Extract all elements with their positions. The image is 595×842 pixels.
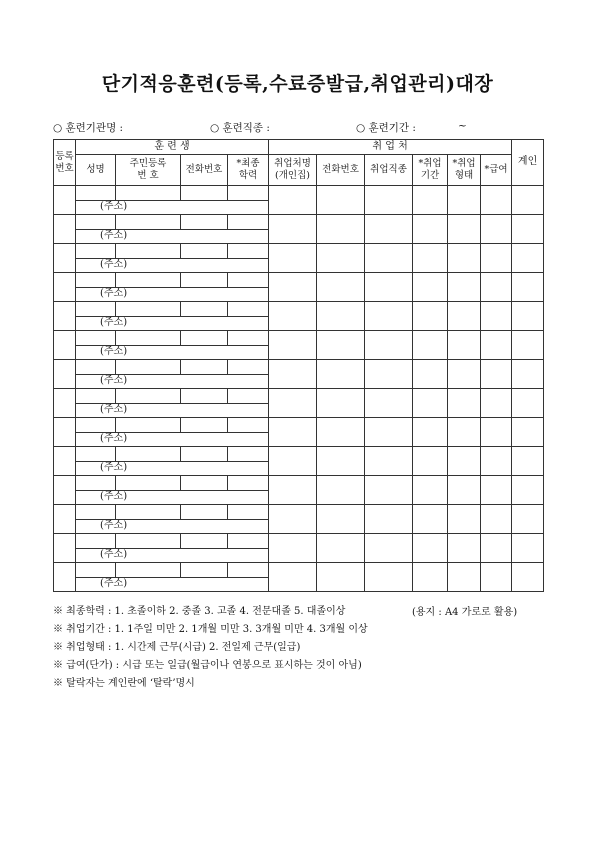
employment-cell[interactable] xyxy=(413,331,448,360)
table-row xyxy=(54,447,544,462)
trainee-cell[interactable] xyxy=(116,360,181,375)
employment-cell[interactable] xyxy=(448,186,481,215)
trainee-cell[interactable] xyxy=(76,273,116,288)
trainee-cell[interactable] xyxy=(228,534,269,549)
trainee-cell[interactable] xyxy=(76,389,116,404)
employment-cell[interactable] xyxy=(413,244,448,273)
employment-cell[interactable] xyxy=(269,302,317,331)
page-title: 단기적응훈련(등록,수료증발급,취업관리)대장 xyxy=(101,73,494,95)
employment-cell[interactable] xyxy=(365,273,413,302)
employment-cell[interactable] xyxy=(365,389,413,418)
employment-cell[interactable] xyxy=(448,244,481,273)
employment-cell[interactable] xyxy=(413,186,448,215)
address-cell[interactable]: (주소) xyxy=(76,549,269,563)
employment-cell[interactable] xyxy=(317,389,365,418)
address-cell[interactable]: (주소) xyxy=(76,433,269,447)
remarks-header: 계인 xyxy=(512,140,544,186)
employment-column-header: *취업 형태 xyxy=(448,155,481,186)
employment-cell[interactable] xyxy=(413,389,448,418)
employment-cell[interactable] xyxy=(448,505,481,534)
trainee-cell[interactable] xyxy=(228,418,269,433)
training-institution-label: ○ 훈련기관명 : xyxy=(53,122,124,134)
employment-cell[interactable] xyxy=(317,418,365,447)
trainee-cell[interactable] xyxy=(181,331,228,346)
employment-cell[interactable] xyxy=(269,505,317,534)
remarks-cell[interactable] xyxy=(512,563,544,592)
trainee-cell[interactable] xyxy=(181,505,228,520)
trainee-cell[interactable] xyxy=(116,186,181,201)
employment-cell[interactable] xyxy=(413,447,448,476)
trainee-column-header: 전화번호 xyxy=(181,155,228,186)
employment-cell[interactable] xyxy=(269,273,317,302)
trainee-cell[interactable] xyxy=(116,476,181,491)
employment-column-header: 취업처명 (개인집) xyxy=(269,155,317,186)
address-cell[interactable]: (주소) xyxy=(76,404,269,418)
employment-cell[interactable] xyxy=(481,302,512,331)
trainee-cell[interactable] xyxy=(76,331,116,346)
remarks-cell[interactable] xyxy=(512,389,544,418)
address-cell[interactable]: (주소) xyxy=(76,520,269,534)
employment-cell[interactable] xyxy=(317,360,365,389)
address-cell[interactable]: (주소) xyxy=(76,462,269,476)
employment-cell[interactable] xyxy=(365,186,413,215)
trainee-cell[interactable] xyxy=(228,244,269,259)
employment-cell[interactable] xyxy=(413,302,448,331)
address-cell[interactable]: (주소) xyxy=(76,346,269,360)
table-row xyxy=(54,505,544,520)
registration-number-cell[interactable] xyxy=(54,331,76,360)
trainee-cell[interactable] xyxy=(181,244,228,259)
note-line: ※ 탈락자는 계인란에 ‘탈락’명시 xyxy=(53,678,195,689)
employment-cell[interactable] xyxy=(481,360,512,389)
employment-cell[interactable] xyxy=(269,215,317,244)
trainee-cell[interactable] xyxy=(116,534,181,549)
address-cell[interactable]: (주소) xyxy=(76,230,269,244)
paper-usage-note: (용지 : A4 가로로 활용) xyxy=(412,607,518,618)
registration-number-cell[interactable] xyxy=(54,273,76,302)
address-cell[interactable]: (주소) xyxy=(76,259,269,273)
employment-cell[interactable] xyxy=(413,476,448,505)
employment-cell[interactable] xyxy=(481,505,512,534)
employment-cell[interactable] xyxy=(365,360,413,389)
trainee-cell[interactable] xyxy=(116,331,181,346)
trainee-cell[interactable] xyxy=(181,476,228,491)
trainee-cell[interactable] xyxy=(181,447,228,462)
employment-column-header: 취업직종 xyxy=(365,155,413,186)
note-line: ※ 최종학력 : 1. 초졸이하 2. 중졸 3. 고졸 4. 전문대졸 5. 대졸이상 xyxy=(53,606,346,617)
employment-group-header: 취 업 처 xyxy=(269,140,512,155)
employment-cell[interactable] xyxy=(448,331,481,360)
address-cell[interactable]: (주소) xyxy=(76,317,269,331)
trainee-cell[interactable] xyxy=(116,447,181,462)
employment-cell[interactable] xyxy=(413,215,448,244)
table-row xyxy=(54,563,544,578)
trainee-cell[interactable] xyxy=(181,215,228,230)
trainee-cell[interactable] xyxy=(116,389,181,404)
trainee-cell[interactable] xyxy=(228,186,269,201)
employment-cell[interactable] xyxy=(448,476,481,505)
trainee-cell[interactable] xyxy=(76,534,116,549)
registry-table xyxy=(53,139,544,592)
remarks-cell[interactable] xyxy=(512,273,544,302)
employment-cell[interactable] xyxy=(365,534,413,563)
employment-cell[interactable] xyxy=(269,534,317,563)
registration-number-cell[interactable] xyxy=(54,447,76,476)
remarks-cell[interactable] xyxy=(512,331,544,360)
trainee-cell[interactable] xyxy=(181,273,228,288)
remarks-cell[interactable] xyxy=(512,244,544,273)
employment-cell[interactable] xyxy=(365,331,413,360)
registration-number-cell[interactable] xyxy=(54,476,76,505)
employment-cell[interactable] xyxy=(317,476,365,505)
employment-cell[interactable] xyxy=(269,244,317,273)
employment-cell[interactable] xyxy=(269,389,317,418)
trainee-cell[interactable] xyxy=(228,505,269,520)
remarks-cell[interactable] xyxy=(512,534,544,563)
employment-cell[interactable] xyxy=(448,215,481,244)
employment-cell[interactable] xyxy=(448,360,481,389)
employment-cell[interactable] xyxy=(365,563,413,592)
employment-cell[interactable] xyxy=(317,447,365,476)
employment-cell[interactable] xyxy=(413,418,448,447)
trainee-cell[interactable] xyxy=(181,563,228,578)
trainee-column-header: 주민등록 번 호 xyxy=(116,155,181,186)
address-cell[interactable]: (주소) xyxy=(76,201,269,215)
trainee-cell[interactable] xyxy=(181,302,228,317)
employment-cell[interactable] xyxy=(317,302,365,331)
table-row xyxy=(54,215,544,230)
employment-cell[interactable] xyxy=(481,418,512,447)
trainee-cell[interactable] xyxy=(228,476,269,491)
employment-cell[interactable] xyxy=(448,534,481,563)
trainee-cell[interactable] xyxy=(116,273,181,288)
trainee-cell[interactable] xyxy=(181,389,228,404)
trainee-cell[interactable] xyxy=(116,302,181,317)
registration-number-cell[interactable] xyxy=(54,534,76,563)
employment-cell[interactable] xyxy=(481,186,512,215)
registration-number-cell[interactable] xyxy=(54,302,76,331)
remarks-cell[interactable] xyxy=(512,215,544,244)
employment-cell[interactable] xyxy=(317,215,365,244)
table-row xyxy=(54,331,544,346)
trainee-column-header: 성명 xyxy=(76,155,116,186)
employment-cell[interactable] xyxy=(481,563,512,592)
employment-cell[interactable] xyxy=(269,186,317,215)
remarks-cell[interactable] xyxy=(512,476,544,505)
employment-cell[interactable] xyxy=(365,447,413,476)
trainee-cell[interactable] xyxy=(181,186,228,201)
registration-number-cell[interactable] xyxy=(54,215,76,244)
trainee-cell[interactable] xyxy=(76,186,116,201)
registration-number-cell[interactable] xyxy=(54,418,76,447)
remarks-cell[interactable] xyxy=(512,447,544,476)
employment-cell[interactable] xyxy=(365,215,413,244)
employment-cell[interactable] xyxy=(481,476,512,505)
employment-cell[interactable] xyxy=(448,389,481,418)
employment-cell[interactable] xyxy=(269,418,317,447)
note-line: ※ 취업기간 : 1. 1주일 미만 2. 1개월 미만 3. 3개월 미만 4. 3개월 이상 xyxy=(53,624,368,635)
remarks-cell[interactable] xyxy=(512,360,544,389)
training-period-label: ○ 훈련기간 : xyxy=(356,122,416,134)
employment-cell[interactable] xyxy=(481,273,512,302)
employment-cell[interactable] xyxy=(413,360,448,389)
training-period-separator: ~ xyxy=(458,120,467,132)
address-cell[interactable]: (주소) xyxy=(76,491,269,505)
remarks-cell[interactable] xyxy=(512,302,544,331)
registration-number-header: 등록 번호 xyxy=(54,140,76,186)
training-occupation-label: ○ 훈련직종 : xyxy=(210,122,270,134)
employment-cell[interactable] xyxy=(413,273,448,302)
trainee-cell[interactable] xyxy=(76,302,116,317)
remarks-cell[interactable] xyxy=(512,418,544,447)
employment-cell[interactable] xyxy=(269,360,317,389)
employment-cell[interactable] xyxy=(365,418,413,447)
registration-number-cell[interactable] xyxy=(54,505,76,534)
employment-cell[interactable] xyxy=(448,418,481,447)
registration-number-cell[interactable] xyxy=(54,186,76,215)
employment-cell[interactable] xyxy=(365,505,413,534)
address-cell[interactable]: (주소) xyxy=(76,375,269,389)
employment-column-header: *급여 xyxy=(481,155,512,186)
employment-cell[interactable] xyxy=(413,534,448,563)
employment-cell[interactable] xyxy=(317,186,365,215)
employment-cell[interactable] xyxy=(481,447,512,476)
registration-number-cell[interactable] xyxy=(54,244,76,273)
note-line: ※ 취업형태 : 1. 시간제 근무(시급) 2. 전일제 근무(일급) xyxy=(53,642,301,653)
employment-cell[interactable] xyxy=(448,302,481,331)
employment-cell[interactable] xyxy=(448,273,481,302)
address-cell[interactable]: (주소) xyxy=(76,578,269,592)
employment-cell[interactable] xyxy=(481,331,512,360)
trainee-cell[interactable] xyxy=(181,360,228,375)
trainee-cell[interactable] xyxy=(76,476,116,491)
table-row xyxy=(54,186,544,201)
employment-cell[interactable] xyxy=(317,563,365,592)
employment-cell[interactable] xyxy=(481,534,512,563)
table-row xyxy=(54,418,544,433)
employment-cell[interactable] xyxy=(317,244,365,273)
employment-cell[interactable] xyxy=(481,244,512,273)
employment-cell[interactable] xyxy=(413,505,448,534)
trainee-cell[interactable] xyxy=(116,418,181,433)
trainee-group-header: 훈 련 생 xyxy=(76,140,269,155)
table-row xyxy=(54,534,544,549)
trainee-cell[interactable] xyxy=(76,563,116,578)
employment-cell[interactable] xyxy=(269,476,317,505)
trainee-cell[interactable] xyxy=(116,244,181,259)
trainee-cell[interactable] xyxy=(116,563,181,578)
employment-cell[interactable] xyxy=(481,389,512,418)
trainee-cell[interactable] xyxy=(76,447,116,462)
trainee-cell[interactable] xyxy=(76,418,116,433)
note-line: ※ 급여(단가) : 시급 또는 일급(월급이나 연봉으로 표시하는 것이 아님) xyxy=(53,660,362,671)
trainee-cell[interactable] xyxy=(181,418,228,433)
employment-cell[interactable] xyxy=(365,302,413,331)
trainee-cell[interactable] xyxy=(228,389,269,404)
trainee-cell[interactable] xyxy=(76,244,116,259)
trainee-cell[interactable] xyxy=(228,215,269,230)
remarks-cell[interactable] xyxy=(512,186,544,215)
trainee-cell[interactable] xyxy=(228,447,269,462)
trainee-cell[interactable] xyxy=(228,563,269,578)
table-row xyxy=(54,302,544,317)
trainee-cell[interactable] xyxy=(116,215,181,230)
employment-cell[interactable] xyxy=(413,563,448,592)
registration-number-cell[interactable] xyxy=(54,389,76,418)
address-cell[interactable]: (주소) xyxy=(76,288,269,302)
notes-section xyxy=(53,603,368,693)
employment-column-header: *취업 기간 xyxy=(413,155,448,186)
trainee-cell[interactable] xyxy=(228,360,269,375)
registration-number-cell[interactable] xyxy=(54,563,76,592)
employment-cell[interactable] xyxy=(481,215,512,244)
trainee-cell[interactable] xyxy=(228,273,269,288)
table-row xyxy=(54,389,544,404)
trainee-column-header: *최종 학력 xyxy=(228,155,269,186)
table-row xyxy=(54,476,544,491)
employment-cell[interactable] xyxy=(269,447,317,476)
employment-cell[interactable] xyxy=(317,331,365,360)
table-row xyxy=(54,244,544,259)
employment-column-header: 전화번호 xyxy=(317,155,365,186)
trainee-cell[interactable] xyxy=(76,360,116,375)
table-row xyxy=(54,360,544,375)
trainee-cell[interactable] xyxy=(116,505,181,520)
registration-number-cell[interactable] xyxy=(54,360,76,389)
employment-cell[interactable] xyxy=(365,244,413,273)
employment-cell[interactable] xyxy=(448,563,481,592)
employment-cell[interactable] xyxy=(269,563,317,592)
employment-cell[interactable] xyxy=(317,505,365,534)
employment-cell[interactable] xyxy=(365,476,413,505)
employment-cell[interactable] xyxy=(317,273,365,302)
trainee-cell[interactable] xyxy=(228,331,269,346)
employment-cell[interactable] xyxy=(317,534,365,563)
trainee-cell[interactable] xyxy=(76,505,116,520)
table-row xyxy=(54,273,544,288)
trainee-cell[interactable] xyxy=(181,534,228,549)
employment-cell[interactable] xyxy=(448,447,481,476)
trainee-cell[interactable] xyxy=(228,302,269,317)
remarks-cell[interactable] xyxy=(512,505,544,534)
trainee-cell[interactable] xyxy=(76,215,116,230)
employment-cell[interactable] xyxy=(269,331,317,360)
